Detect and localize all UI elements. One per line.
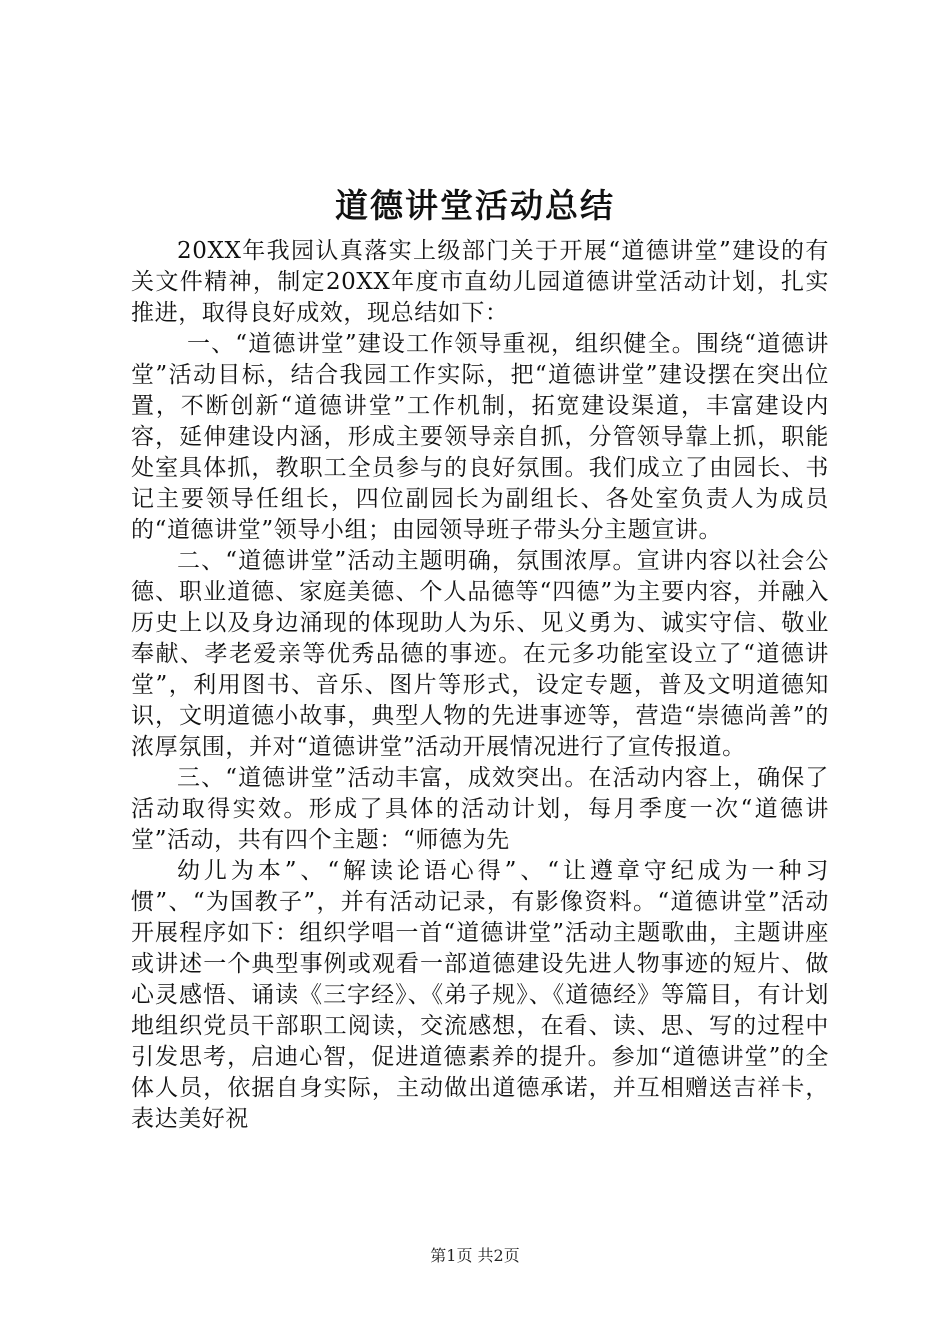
paragraph-section-3: 三、“道德讲堂”活动丰富，成效突出。在活动内容上，确保了活动取得实效。形成了具体的活动计划，每月季度一次“道德讲堂”活动，共有四个主题：“师德为先: [131, 765, 829, 853]
page-number-footer: 第1页 共2页: [430, 1246, 520, 1265]
paragraph-section-3-continued: 幼儿为本”、“解读论语心得”、“让遵章守纪成为一种习惯”、“为国教子”，并有活动记录，有影像资料。“道德讲堂”活动开展程序如下：组织学唱一首“道德讲堂”活动主题歌曲，主题讲座或讲述一个典型事例或观看一部道德建设先进人物事迹的短片、做心灵感悟、诵读《三字经》、《弟子规》、《道德经》等篇目，有计划地组织党员干部职工阅读，交流感想，在看、读、思、写的过程中引发思考，启迪心智，促进道德素养的提升。参加“道德讲堂”的全体人员，依据自身实际，主动做出道德承诺，并互相赠送吉祥卡，表达美好祝: [131, 858, 829, 1132]
paragraph-section-1: 一、“道德讲堂”建设工作领导重视，组织健全。围绕“道德讲堂”活动目标，结合我园工作实际，把“道德讲堂”建设摆在突出位置，不断创新“道德讲堂”工作机制，拓宽建设渠道，丰富建设内容，延伸建设内涵，形成主要领导亲自抓，分管领导靠上抓，职能处室具体抓，教职工全员参与的良好氛围。我们成立了由园长、书记主要领导任组长，四位副园长为副组长、各处室负责人为成员的“道德讲堂”领导小组；由园领导班子带头分主题宣讲。: [131, 331, 829, 543]
document-body: [131, 236, 829, 1135]
paragraph-section-2: 二、“道德讲堂”活动主题明确，氛围浓厚。宣讲内容以社会公德、职业道德、家庭美德、个人品德等“四德”为主要内容，并融入历史上以及身边涌现的体现助人为乐、见义勇为、诚实守信、敬业奉献、孝老爱亲等优秀品德的事迹。在元多功能室设立了“道德讲堂”，利用图书、音乐、图片等形式，设定专题，普及文明道德知识，文明道德小故事，典型人物的先进事迹等，营造“崇德尚善”的浓厚氛围，并对“道德讲堂”活动开展情况进行了宣传报道。: [131, 548, 829, 760]
paragraph-intro: 20XX年我园认真落实上级部门关于开展“道德讲堂”建设的有关文件精神，制定20XX年度市直幼儿园道德讲堂活动计划，扎实推进，取得良好成效，现总结如下：: [131, 238, 829, 326]
document-title: 道德讲堂活动总结: [335, 186, 615, 225]
